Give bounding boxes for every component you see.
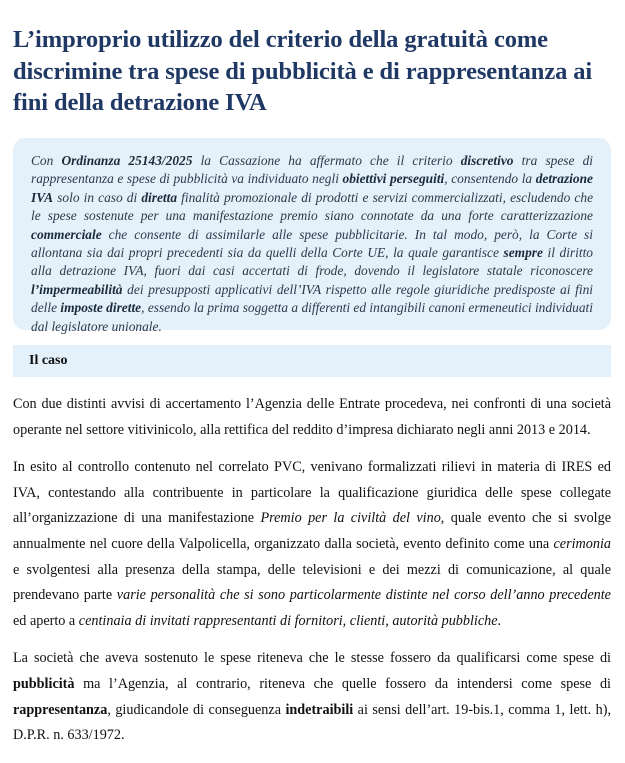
body-paragraph-2 bbox=[13, 455, 611, 634]
abstract-bold-obiettivi: obiettivi perseguiti bbox=[342, 171, 445, 187]
body-bold-indetraibili: indetraibili bbox=[285, 701, 354, 718]
body-text: ma l’Agenzia, al contrario, riteneva che quelle fossero da intendersi come spese di bbox=[74, 675, 611, 692]
body-text: e svolgentesi alla presenza della stampa, delle televisioni e dei mezzi di comunicazione, al quale prendevano parte bbox=[13, 561, 611, 604]
body-text: In esito al controllo contenuto nel correlato PVC, venivano formalizzati rilievi in materia di IRES ed IVA, contestando alla contribuente in particolare la qualificazione giuridica delle spese collegate all’organizzazione di una manifestazione bbox=[13, 459, 611, 527]
abstract-text: finalità promozionale di prodotti e servizi commercializzati, escludendo che le spese sostenute per una manifestazione premio siano connotate da una forte caratterizzazione bbox=[31, 189, 594, 224]
abstract-bold-discretivo: discretivo bbox=[460, 153, 514, 168]
abstract-bold-detrazione: detrazione IVA bbox=[31, 171, 593, 205]
abstract-text: il diritto alla detrazione IVA, fuori dai casi accertati di frode, dovendo il legislatore statale riconoscere bbox=[31, 245, 593, 279]
body-italic-premio: Premio per la civiltà del vino bbox=[260, 510, 441, 527]
abstract-text: che consente di assimilarle alle spese pubblicitarie. In tal modo, però, la Corte si allontana sia dai propri precedenti sia da quelli della Corte UE, la quale garantisce bbox=[31, 226, 593, 261]
section-heading: Il caso bbox=[29, 353, 68, 368]
body-bold-pubblicita: pubblicità bbox=[13, 675, 75, 692]
abstract-text: tra spese di rappresentanza e spese di pubblicità va individuato negli bbox=[31, 153, 594, 187]
body-bold-rappresentanza: rappresentanza bbox=[13, 701, 108, 718]
body-text: ed aperto a bbox=[13, 612, 79, 629]
article-title: L’improprio utilizzo del criterio della gratuità come discrimine tra spese di pubblicità e di rappresentanza ai fini della detrazione IVA bbox=[13, 26, 593, 116]
body-text: , quale evento che si svolge annualmente nel cuore della Valpolicella, organizzato dalla società, evento definito come una bbox=[13, 510, 612, 552]
abstract-bold-commerciale: commerciale bbox=[31, 226, 102, 242]
abstract-text: solo in caso di bbox=[53, 189, 142, 205]
abstract-text: , essendo la prima soggetta a differenti ed intangibili canoni ermeneutici individuati dal legislatore unionale. bbox=[31, 300, 593, 334]
body-paragraph-1: Con due distinti avvisi di accertamento l’Agenzia delle Entrate procedeva, nei confronti di una società operante nel settore vitivinicolo, alla rettifica del reddito d’impresa dichiarato negli anni 2013 e 2014. bbox=[13, 396, 611, 438]
body-text: . bbox=[497, 612, 502, 629]
body-paragraph-3 bbox=[13, 646, 611, 748]
abstract-text: la Cassazione ha affermato che il criterio bbox=[192, 153, 461, 168]
abstract-bold-diretta: diretta bbox=[141, 189, 178, 205]
abstract-box bbox=[13, 138, 611, 334]
body-text: La società che aveva sostenuto le spese riteneva che le stesse fossero da qualificarsi come spese di bbox=[13, 650, 611, 667]
abstract-text: , consentendo la bbox=[444, 171, 536, 187]
abstract-text: Con bbox=[31, 153, 62, 168]
abstract-bold-sempre: sempre bbox=[503, 245, 543, 261]
body-italic-personalita: varie personalità che si sono particolarmente distinte nel corso dell’anno precedente bbox=[116, 587, 611, 604]
abstract-bold-imposte-dirette: imposte dirette bbox=[60, 300, 142, 316]
abstract-text: dei presupposti applicativi dell’IVA rispetto alle regole giuridiche predisposte ai fini delle bbox=[31, 281, 593, 316]
body-text: , giudicandole di conseguenza bbox=[107, 701, 286, 718]
body-text: ai sensi dell’art. 19-bis.1, comma 1, lett. h), D.P.R. n. 633/1972. bbox=[13, 701, 611, 744]
section-heading-bar bbox=[13, 345, 611, 377]
article-body bbox=[13, 392, 611, 761]
body-italic-cerimonia: cerimonia bbox=[553, 535, 611, 552]
abstract-bold-ordinanza: Ordinanza 25143/2025 bbox=[61, 153, 193, 168]
body-italic-invitati: centinaia di invitati rappresentanti di fornitori, clienti, autorità pubbliche bbox=[78, 612, 498, 629]
abstract-bold-impermeabilita: l’impermeabilità bbox=[31, 281, 123, 297]
